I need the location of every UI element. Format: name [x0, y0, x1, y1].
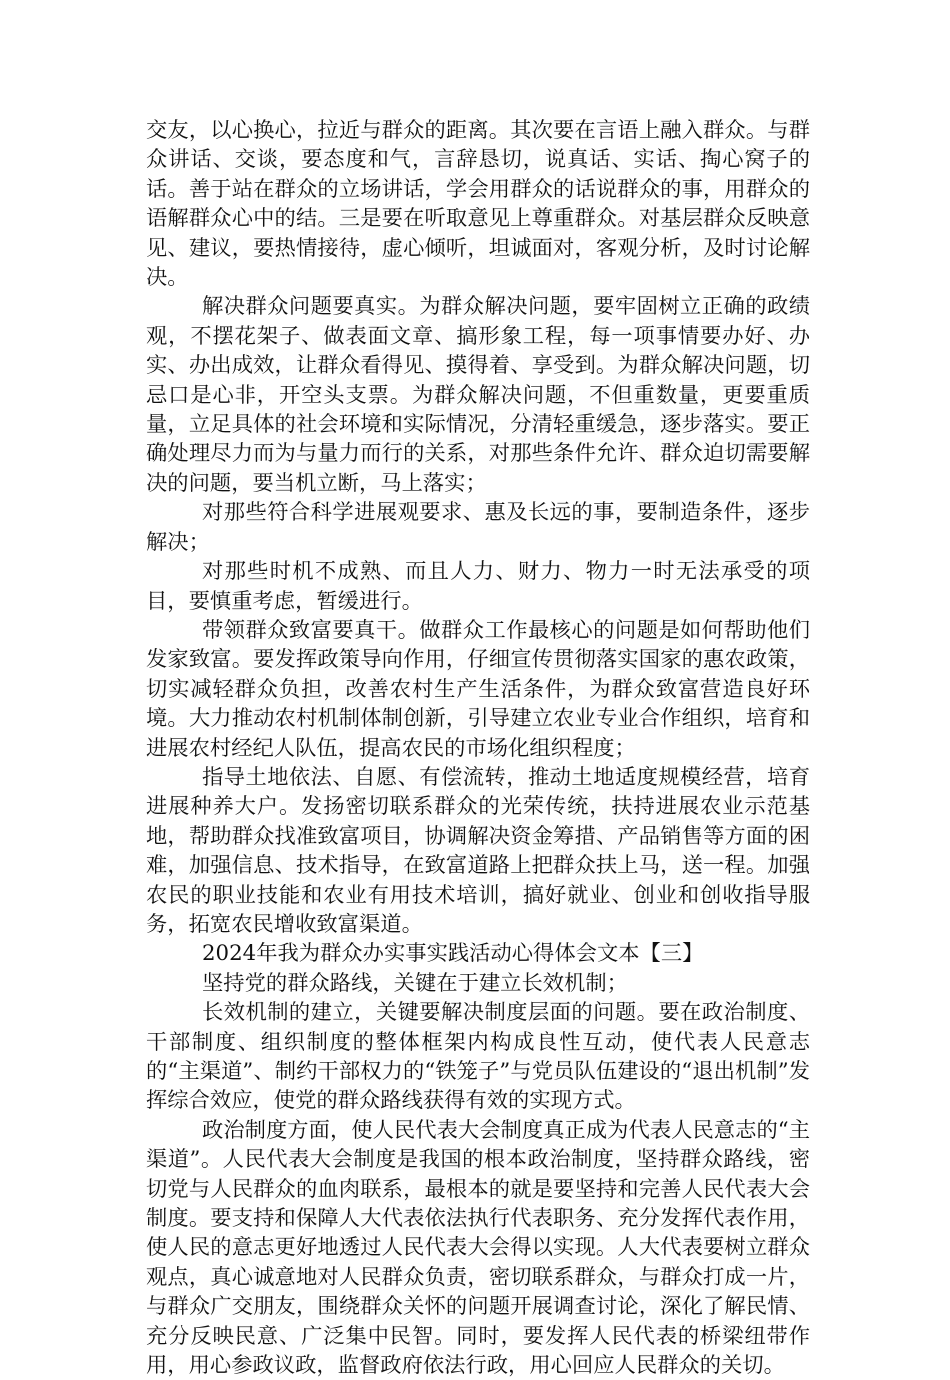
- paragraph: 指导土地依法、自愿、有偿流转，推动土地适度规模经营，培育进展种养大户。发扬密切联系群众的光荣传统，扶持进展农业示范基地，帮助群众找准致富项目，协调解决资金筹措、产品销售等方面的困难，加强信息、技术指导，在致富道路上把群众扶上马，送一程。加强农民的职业技能和农业有用技术培训，搞好就业、创业和创收指导服务，拓宽农民增收致富渠道。: [146, 764, 810, 937]
- paragraph: 对那些时机不成熟、而且人力、财力、物力一时无法承受的项目，要慎重考虑，暂缓进行。: [146, 559, 810, 614]
- document-page: [146, 116, 810, 1380]
- paragraph: 政治制度方面，使人民代表大会制度真正成为代表人民意志的“主渠道”。人民代表大会制度是我国的根本政治制度，坚持群众路线，密切党与人民群众的血肉联系，最根本的就是要坚持和完善人民代表大会制度。要支持和保障人大代表依法执行代表职务、充分发挥代表作用，使人民的意志更好地透过人民代表大会得以实现。人大代表要树立群众观点，真心诚意地对人民群众负责，密切联系群众，与群众打成一片，与群众广交朋友，围绕群众关怀的问题开展调查讨论，深化了解民情、充分反映民意、广泛集中民智。同时，要发挥人民代表的桥梁纽带作用，用心参政议政，监督政府依法行政，用心回应人民群众的关切。: [146, 1117, 810, 1379]
- paragraph: 解决群众问题要真实。为群众解决问题，要牢固树立正确的政绩观，不摆花架子、做表面文章、搞形象工程，每一项事情要办好、办实、办出成效，让群众看得见、摸得着、享受到。为群众解决问题，切忌口是心非，开空头支票。为群众解决问题，不但重数量，更要重质量，立足具体的社会环境和实际情况，分清轻重缓急，逐步落实。要正确处理尽力而为与量力而行的关系，对那些条件允许、群众迫切需要解决的问题，要当机立断，马上落实；: [146, 294, 810, 496]
- paragraph: 坚持党的群众路线，关键在于建立长效机制；: [202, 970, 628, 996]
- paragraph: 交友，以心换心，拉近与群众的距离。其次要在言语上融入群众。与群众讲话、交谈，要态度和气，言辞恳切，说真话、实话、掏心窝子的话。善于站在群众的立场讲话，学会用群众的话说群众的事，用群众的语解群众心中的结。三是要在听取意见上尊重群众。对基层群众反映意见、建议，要热情接待，虚心倾听，坦诚面对，客观分析，及时讨论解决。: [146, 118, 810, 291]
- paragraph: 带领群众致富要真干。做群众工作最核心的问题是如何帮助他们发家致富。要发挥政策导向作用，仔细宣传贯彻落实国家的惠农政策，切实减轻群众负担，改善农村生产生活条件，为群众致富营造良好环境。大力推动农村机制体制创新，引导建立农业专业合作组织，培育和进展农村经纪人队伍，提高农民的市场化组织程度；: [146, 617, 810, 761]
- paragraph: 长效机制的建立，关键要解决制度层面的问题。要在政治制度、干部制度、组织制度的整体框架内构成良性互动，使代表人民意志的“主渠道”、制约干部权力的“铁笼子”与党员队伍建设的“退出机制”发挥综合效应，使党的群众路线获得有效的实现方式。: [146, 1000, 810, 1114]
- section-heading: 2024年我为群众办实事实践活动心得体会文本【三】: [202, 941, 704, 967]
- paragraph: 对那些符合科学进展观要求、惠及长远的事，要制造条件，逐步解决；: [146, 500, 810, 555]
